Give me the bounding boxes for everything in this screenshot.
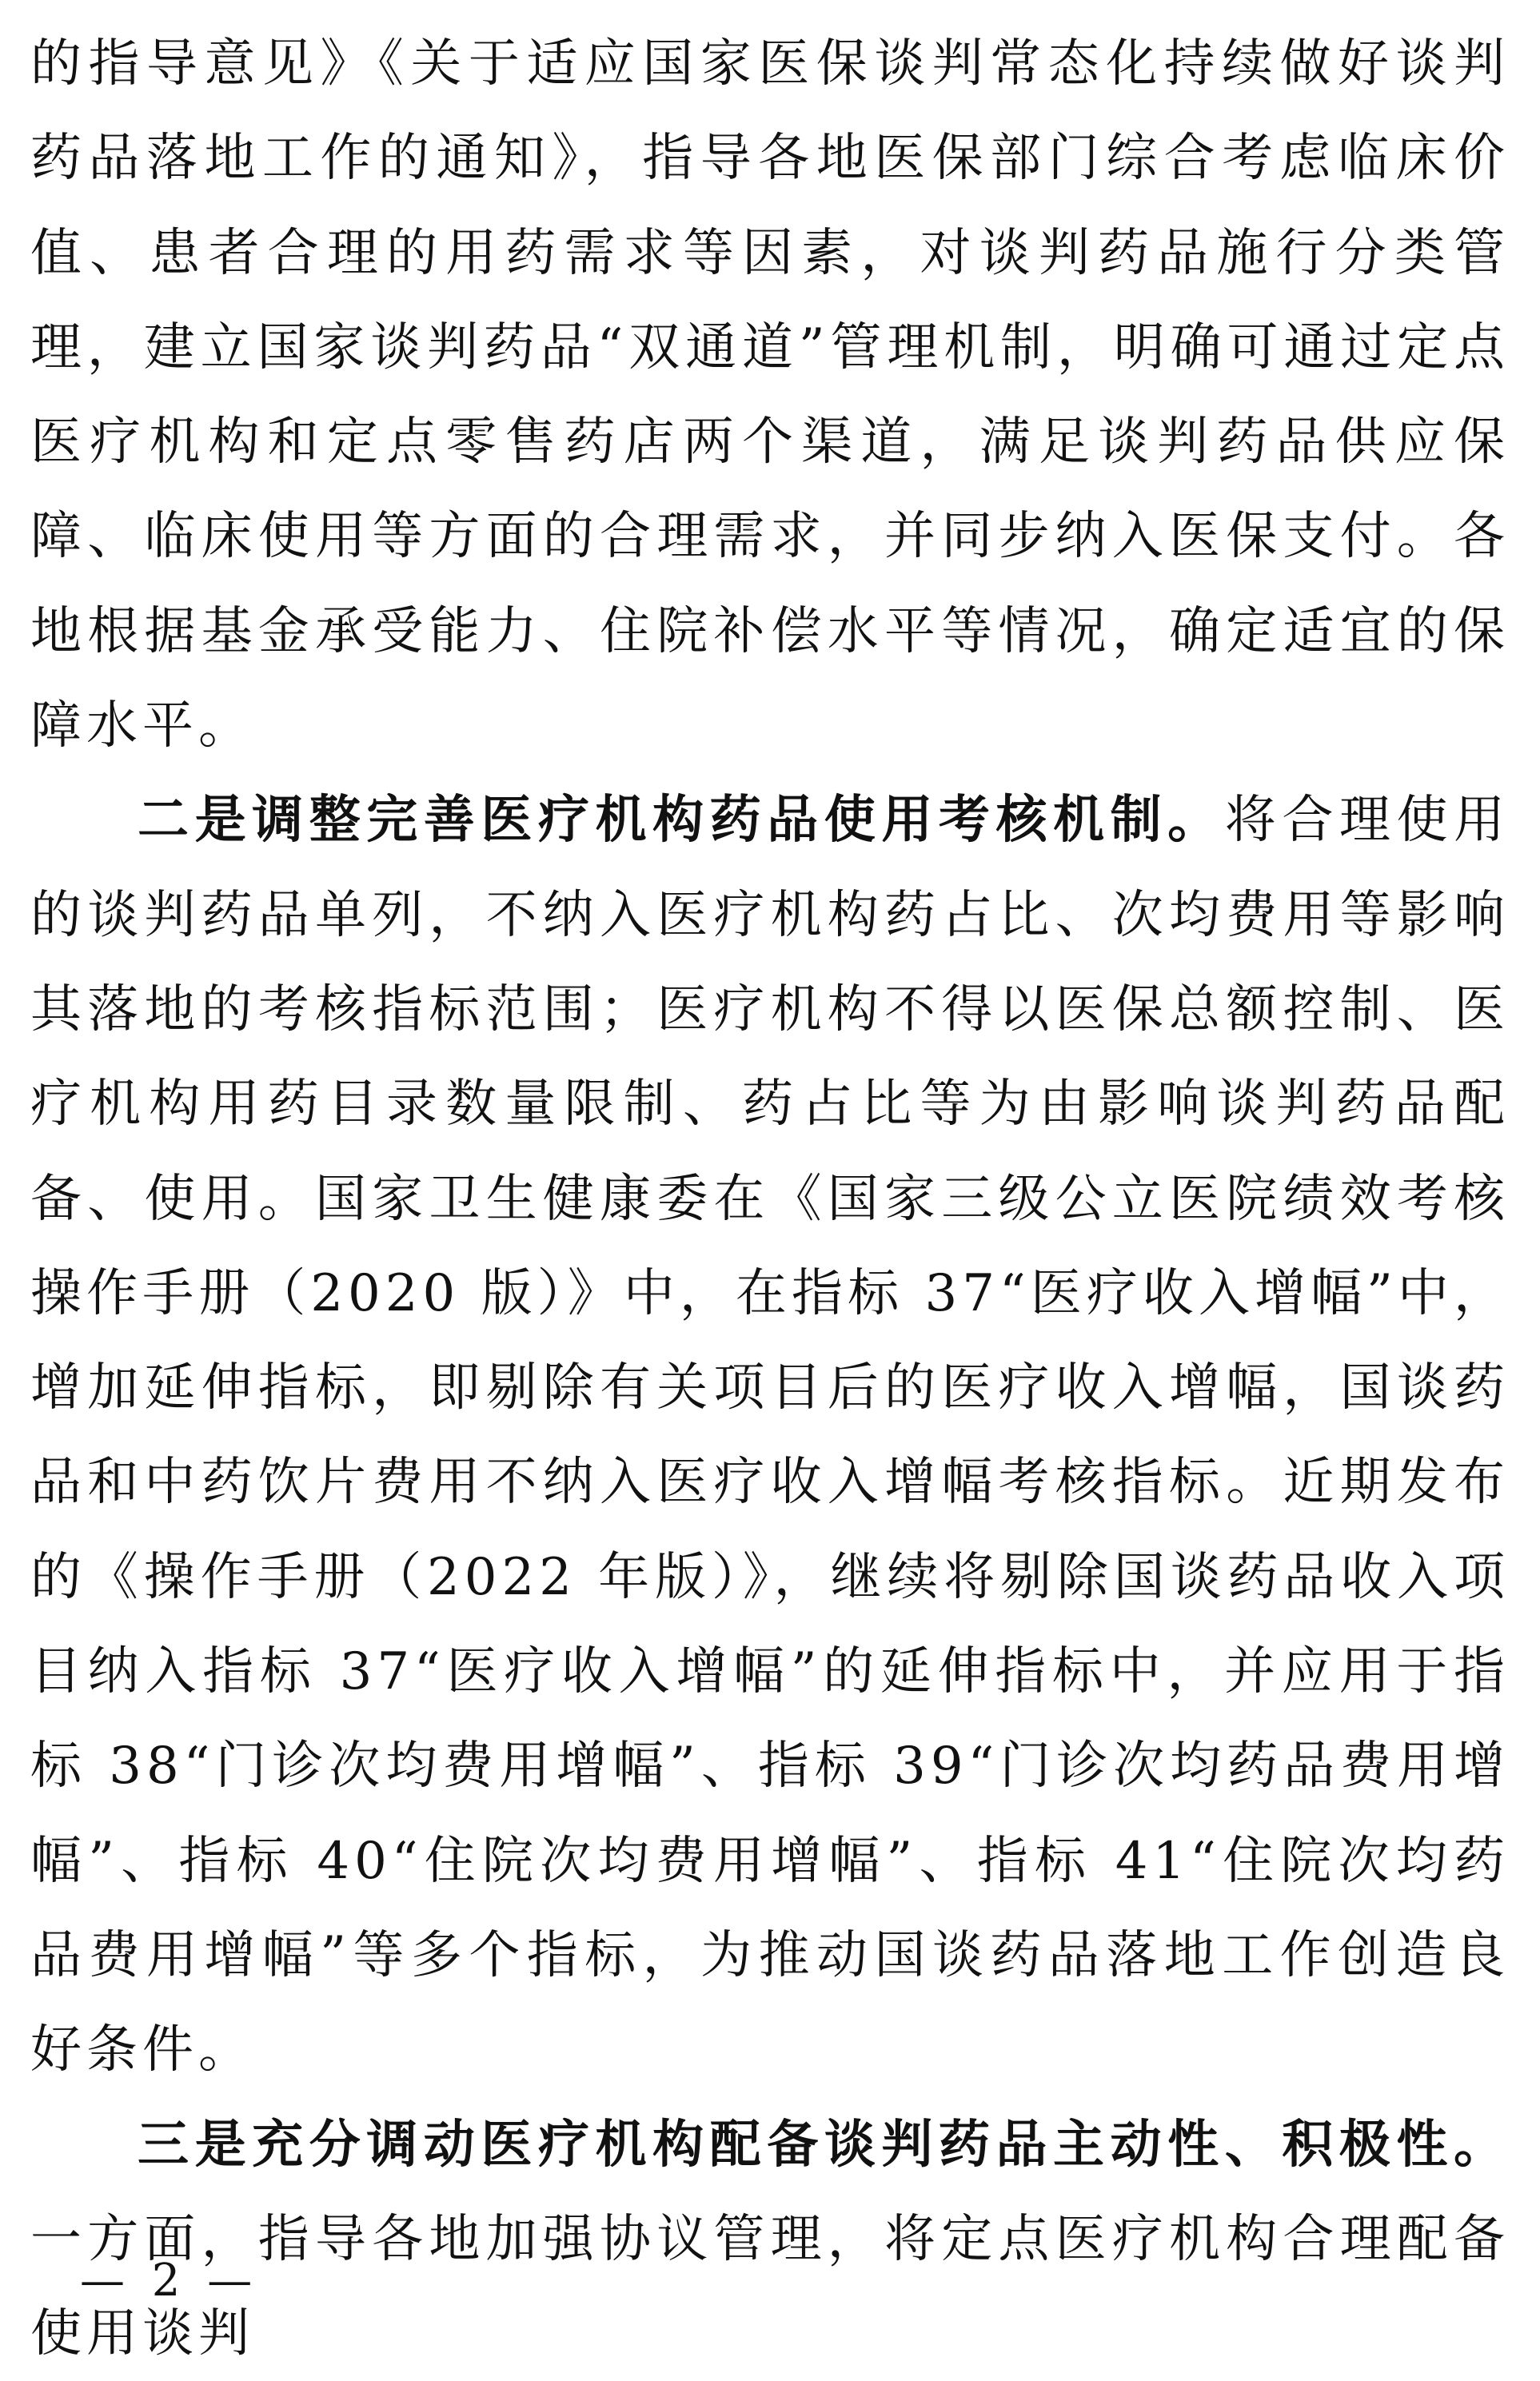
paragraph-3-heading: 三是充分调动医疗机构配备谈判药品主动性、积极性。	[138, 2114, 1510, 2175]
paragraph-2-heading: 二是调整完善医疗机构药品使用考核机制。	[138, 790, 1225, 851]
paragraph-2-text: 将合理使用的谈判药品单列，不纳入医疗机构药占比、次均费用等影响其落地的考核指标范围；医疗机构不得以医保总额控制、医疗机构用药目录数量限制、药占比等为由影响谈判药品配备、使用。国家卫生健康委在《国家三级公立医院绩效考核操作手册（2020 版）》中，在指标 37“医疗收入增幅”中，增加延伸指标，即剔除有关项目后的医疗收入增幅，国谈药品和中药饮片费用不纳入医疗收入增幅考核指标。近期发布的《操作手册（2022 年版）》，继续将剔除国谈药品收入项目纳入指标 37“医疗收入增幅”的延伸指标中，并应用于指标 38“门诊次均费用增幅”、指标 39“门诊次均药品费用增幅”、指标 40“住院次均费用增幅”、指标 41“住院次均药品费用增幅”等多个指标，为推动国谈药品落地工作创造良好条件。	[30, 791, 1510, 2080]
paragraph-1	[30, 0, 1510, 773]
paragraph-3	[30, 2098, 1510, 2381]
paragraph-2	[30, 773, 1510, 2097]
page-number: — 2 —	[80, 2255, 259, 2307]
paragraph-3-text: 一方面，指导各地加强协议管理，将定点医疗机构合理配备使用谈判	[30, 2209, 1510, 2364]
document-page	[30, 0, 1510, 2381]
paragraph-1-text: 的指导意见》《关于适应国家医保谈判常态化持续做好谈判药品落地工作的通知》，指导各地医保部门综合考虑临床价值、患者合理的用药需求等因素，对谈判药品施行分类管理，建立国家谈判药品“双通道”管理机制，明确可通过定点医疗机构和定点零售药店两个渠道，满足谈判药品供应保障、临床使用等方面的合理需求，并同步纳入医保支付。各地根据基金承受能力、住院补偿水平等情况，确定适宜的保障水平。	[30, 34, 1510, 756]
